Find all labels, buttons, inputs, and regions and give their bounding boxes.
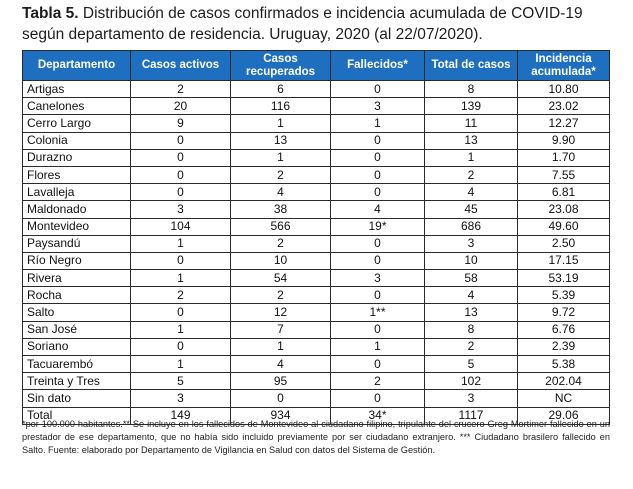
cell-recovered: 54 (231, 270, 331, 287)
cell-deceased: 0 (331, 252, 425, 269)
table-title-label: Tabla 5. (22, 5, 79, 22)
cell-deceased: 4 (331, 201, 425, 218)
cell-department: Montevideo (23, 218, 131, 235)
header-row (23, 51, 610, 81)
cell-total: 8 (425, 81, 518, 98)
cell-department: Artigas (23, 81, 131, 98)
cell-deceased: 0 (331, 287, 425, 304)
total-cell-active: 149 (131, 407, 231, 424)
table-row (23, 270, 610, 287)
cell-department: Treinta y Tres (23, 373, 131, 390)
cell-active: 2 (131, 81, 231, 98)
cell-total: 1 (425, 149, 518, 166)
table-row (23, 132, 610, 149)
header-total-casos: Total de casos (425, 51, 518, 81)
cell-recovered: 95 (231, 373, 331, 390)
cell-active: 0 (131, 149, 231, 166)
cell-department: Rivera (23, 270, 131, 287)
cell-recovered: 4 (231, 356, 331, 373)
cell-active: 1 (131, 321, 231, 338)
cell-total: 2 (425, 338, 518, 355)
cell-total: 3 (425, 390, 518, 407)
header-casos-recuperados: Casos recuperados (231, 51, 331, 81)
table-row (23, 218, 610, 235)
cell-active: 0 (131, 184, 231, 201)
cell-total: 4 (425, 287, 518, 304)
cell-incidence: 12.27 (518, 115, 610, 132)
cell-recovered: 2 (231, 235, 331, 252)
table-row (23, 338, 610, 355)
total-cell-department: Total (23, 407, 131, 424)
table-body (23, 81, 610, 425)
cell-incidence: 9.90 (518, 132, 610, 149)
cell-recovered: 4 (231, 184, 331, 201)
cell-incidence: 5.38 (518, 356, 610, 373)
cell-incidence: 23.02 (518, 98, 610, 115)
table-row (23, 149, 610, 166)
total-cell-incidence: 29.06 (518, 407, 610, 424)
cell-deceased: 1** (331, 304, 425, 321)
table-row (23, 304, 610, 321)
cell-deceased: 0 (331, 235, 425, 252)
cell-active: 0 (131, 338, 231, 355)
cell-deceased: 1 (331, 338, 425, 355)
cell-total: 45 (425, 201, 518, 218)
cell-recovered: 116 (231, 98, 331, 115)
cell-active: 9 (131, 115, 231, 132)
cell-active: 20 (131, 98, 231, 115)
cell-total: 5 (425, 356, 518, 373)
cell-active: 0 (131, 132, 231, 149)
table-title (22, 3, 622, 45)
footnote: *por 100.000 habitantes.** Se incluye en los fallecidos de Montevideo al ciudadano filipino, tripulante del crucero Greg Mortimer fallecido en un prestador de ese departamento, que no había sido incluido previamente por ser ciudadano extranjero. *** Ciudadano brasilero fallecido en Salto. Fuente: elaborado por Departamento de Vigilancia en Salud con datos del Sistema de Gestión. (22, 419, 610, 455)
cell-total: 13 (425, 304, 518, 321)
total-cell-deceased: 34* (331, 407, 425, 424)
cell-recovered: 1 (231, 338, 331, 355)
cell-incidence: 202.04 (518, 373, 610, 390)
cell-incidence: 1.70 (518, 149, 610, 166)
cell-deceased: 0 (331, 321, 425, 338)
cell-incidence: 53.19 (518, 270, 610, 287)
cell-total: 4 (425, 184, 518, 201)
header-fallecidos: Fallecidos* (331, 51, 425, 81)
cell-department: Cerro Largo (23, 115, 131, 132)
cell-deceased: 19* (331, 218, 425, 235)
cell-recovered: 10 (231, 252, 331, 269)
cell-department: Flores (23, 166, 131, 183)
cell-recovered: 2 (231, 287, 331, 304)
cell-deceased: 3 (331, 270, 425, 287)
cell-incidence: 10.80 (518, 81, 610, 98)
cell-recovered: 2 (231, 166, 331, 183)
cell-incidence: 49.60 (518, 218, 610, 235)
cell-active: 0 (131, 304, 231, 321)
cell-deceased: 0 (331, 132, 425, 149)
header-incidencia: Incidencia acumulada* (518, 51, 610, 81)
cell-total: 13 (425, 132, 518, 149)
table-row (23, 184, 610, 201)
cell-total: 2 (425, 166, 518, 183)
cell-incidence: 5.39 (518, 287, 610, 304)
cell-recovered: 6 (231, 81, 331, 98)
cell-incidence: 6.76 (518, 321, 610, 338)
cell-deceased: 0 (331, 81, 425, 98)
table-row (23, 373, 610, 390)
cell-active: 2 (131, 287, 231, 304)
cell-department: Río Negro (23, 252, 131, 269)
cell-deceased: 2 (331, 373, 425, 390)
cell-recovered: 1 (231, 115, 331, 132)
covid-cases-table (22, 50, 610, 425)
cell-active: 3 (131, 390, 231, 407)
cell-deceased: 1 (331, 115, 425, 132)
table-row (23, 235, 610, 252)
cell-total: 8 (425, 321, 518, 338)
table-row (23, 252, 610, 269)
cell-department: Sin dato (23, 390, 131, 407)
cell-department: Soriano (23, 338, 131, 355)
cell-department: Tacuarembó (23, 356, 131, 373)
table-row (23, 115, 610, 132)
cell-recovered: 566 (231, 218, 331, 235)
table-row (23, 287, 610, 304)
cell-total: 58 (425, 270, 518, 287)
cell-department: San José (23, 321, 131, 338)
table-row (23, 166, 610, 183)
cell-department: Salto (23, 304, 131, 321)
cell-total: 686 (425, 218, 518, 235)
table-row (23, 201, 610, 218)
table-row (23, 390, 610, 407)
cell-deceased: 0 (331, 356, 425, 373)
cell-incidence: 9.72 (518, 304, 610, 321)
table-title-text: Distribución de casos confirmados e incidencia acumulada de COVID-19 según departamento de residencia. Uruguay, 2020 (al 22/07/2020). (22, 5, 583, 43)
cell-incidence: 6.81 (518, 184, 610, 201)
cell-department: Maldonado (23, 201, 131, 218)
cell-department: Lavalleja (23, 184, 131, 201)
cell-recovered: 0 (231, 390, 331, 407)
table-row (23, 321, 610, 338)
cell-department: Canelones (23, 98, 131, 115)
cell-recovered: 1 (231, 149, 331, 166)
cell-active: 3 (131, 201, 231, 218)
cell-total: 102 (425, 373, 518, 390)
total-cell-recovered: 934 (231, 407, 331, 424)
cell-incidence: 23.08 (518, 201, 610, 218)
cell-incidence: NC (518, 390, 610, 407)
cell-deceased: 0 (331, 166, 425, 183)
cell-deceased: 0 (331, 149, 425, 166)
total-cell-total: 1117 (425, 407, 518, 424)
cell-department: Rocha (23, 287, 131, 304)
cell-active: 1 (131, 235, 231, 252)
cell-recovered: 13 (231, 132, 331, 149)
cell-total: 3 (425, 235, 518, 252)
cell-total: 11 (425, 115, 518, 132)
cell-department: Paysandú (23, 235, 131, 252)
cell-recovered: 38 (231, 201, 331, 218)
cell-active: 0 (131, 166, 231, 183)
cell-active: 104 (131, 218, 231, 235)
cell-active: 1 (131, 356, 231, 373)
cell-total: 10 (425, 252, 518, 269)
table-row (23, 356, 610, 373)
cell-deceased: 0 (331, 184, 425, 201)
header-departamento: Departamento (23, 51, 131, 81)
header-casos-activos: Casos activos (131, 51, 231, 81)
cell-incidence: 7.55 (518, 166, 610, 183)
cell-incidence: 17.15 (518, 252, 610, 269)
cell-incidence: 2.50 (518, 235, 610, 252)
cell-active: 0 (131, 252, 231, 269)
cell-incidence: 2.39 (518, 338, 610, 355)
cell-active: 5 (131, 373, 231, 390)
cell-recovered: 12 (231, 304, 331, 321)
cell-recovered: 7 (231, 321, 331, 338)
cell-department: Colonia (23, 132, 131, 149)
table-row (23, 81, 610, 98)
cell-department: Durazno (23, 149, 131, 166)
cell-active: 1 (131, 270, 231, 287)
cell-deceased: 3 (331, 98, 425, 115)
cell-deceased: 0 (331, 390, 425, 407)
table-row (23, 98, 610, 115)
cell-total: 139 (425, 98, 518, 115)
